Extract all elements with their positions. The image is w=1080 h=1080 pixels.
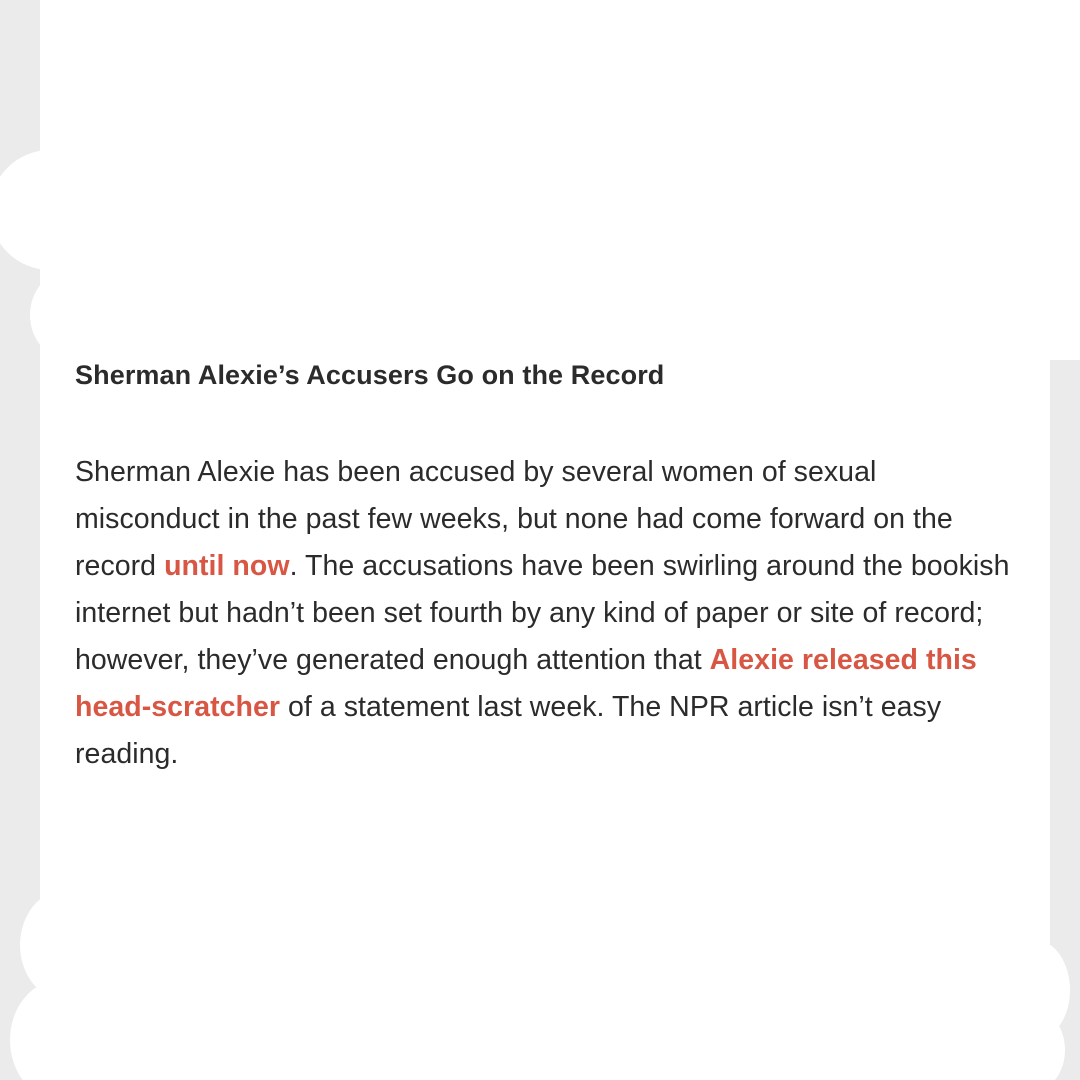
body-text-segment: of a statement last week. The NPR article isn’t easy reading.	[75, 691, 942, 770]
article	[75, 355, 1015, 778]
article-body	[75, 449, 1015, 778]
paper-edge-shape	[1010, 200, 1080, 310]
until-now-link[interactable]: until now	[164, 550, 290, 582]
paper-edge-shape	[30, 270, 110, 360]
paper-edge-shape	[1005, 1010, 1065, 1080]
alexie-statement-link[interactable]: Alexie released this head-scratcher	[75, 644, 977, 723]
body-text-segment: Sherman Alexie has been accused by several women of sexual misconduct in the past few weeks, but none had come forward on the record	[75, 456, 953, 582]
paper-edge-shape	[1010, 20, 1070, 110]
body-text-segment: . The accusations have been swirling around the bookish internet but hadn’t been set fourth by any kind of paper or site of record; however, they’ve generated enough attention that	[75, 550, 1010, 676]
article-headline: Sherman Alexie’s Accusers Go on the Record	[75, 360, 665, 390]
